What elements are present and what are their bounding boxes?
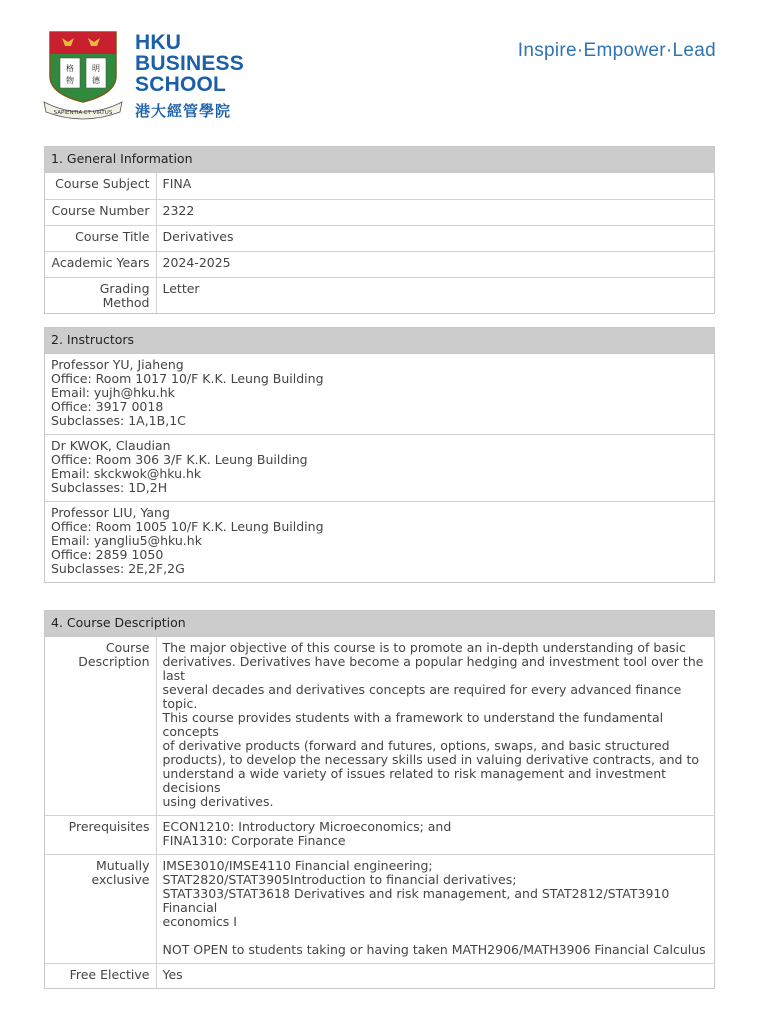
table-row — [45, 816, 714, 855]
page-header — [0, 0, 768, 130]
label-line: Description — [78, 654, 150, 669]
label-line: Mutually — [95, 858, 150, 873]
mutually-exclusive-text — [156, 855, 714, 964]
text-line: using derivatives. — [162, 794, 274, 809]
field-value: 2024-2025 — [156, 251, 714, 277]
text-line: FINA1310: Corporate Finance — [162, 833, 346, 848]
instructor-email: Email: yujh@hku.hk — [51, 385, 175, 400]
spacer — [163, 929, 709, 943]
field-label — [45, 855, 156, 964]
field-value: Letter — [156, 277, 714, 313]
svg-text:明: 明 — [92, 64, 100, 73]
instructor-phone: Office: 3917 0018 — [51, 399, 164, 414]
course-description-text — [156, 637, 714, 816]
section-title: 2. Instructors — [45, 328, 714, 354]
table-row — [45, 277, 714, 313]
brand-line-2: BUSINESS — [135, 52, 244, 75]
text-line: IMSE3010/IMSE4110 Financial engineering; — [162, 858, 433, 873]
table-row — [45, 225, 714, 251]
label-line: Course — [105, 640, 150, 655]
brand-line-3: SCHOOL — [135, 73, 227, 96]
brand-line-1: HKU — [135, 31, 182, 54]
text-line: This course provides students with a framework to understand the fundamental concepts — [162, 710, 664, 739]
text-line: derivatives. Derivatives have become a popular hedging and investment tool over the last — [162, 654, 704, 683]
text-line: STAT3303/STAT3618 Derivatives and risk management, and STAT2812/STAT3910 Financial — [162, 886, 670, 915]
instructor-name: Dr KWOK, Claudian — [51, 438, 171, 453]
section-title: 4. Course Description — [45, 611, 714, 637]
instructor-office: Office: Room 306 3/F K.K. Leung Building — [51, 452, 308, 467]
general-info-table — [45, 173, 714, 313]
prerequisites-text — [156, 816, 714, 855]
table-row — [45, 251, 714, 277]
svg-text:德: 德 — [92, 76, 100, 85]
field-label: Course Subject — [45, 173, 156, 199]
text-line: several decades and derivatives concepts are required for every advanced finance topic. — [162, 682, 682, 711]
course-description-section — [44, 610, 715, 989]
instructor-subclasses: Subclasses: 1A,1B,1C — [51, 413, 186, 428]
text-line: The major objective of this course is to promote an in-depth understanding of basic — [162, 640, 686, 655]
field-label: Free Elective — [45, 964, 156, 989]
text-line: of derivative products (forward and futures, options, swaps, and basic structured — [162, 738, 670, 753]
free-elective-value: Yes — [156, 964, 714, 989]
table-row — [45, 637, 714, 816]
instructor-email: Email: yangliu5@hku.hk — [51, 533, 202, 548]
svg-text:格: 格 — [66, 64, 74, 73]
section-title: 1. General Information — [45, 147, 714, 173]
field-label: Course Title — [45, 225, 156, 251]
instructor-card — [45, 434, 714, 501]
instructor-name: Professor LIU, Yang — [51, 505, 170, 520]
svg-text:SAPIENTIA ET VIRTUS: SAPIENTIA ET VIRTUS — [53, 110, 113, 116]
instructor-phone: Office: 2859 1050 — [51, 547, 164, 562]
instructor-subclasses: Subclasses: 1D,2H — [51, 480, 168, 495]
instructor-name: Professor YU, Jiaheng — [51, 357, 184, 372]
brand-wordmark — [135, 32, 244, 121]
table-row — [45, 199, 714, 225]
brand-chinese-name: 港大經管學院 — [135, 102, 232, 120]
table-row — [45, 855, 714, 964]
instructor-card — [45, 501, 714, 582]
instructors-section — [44, 327, 715, 583]
instructor-card — [45, 354, 714, 434]
text-line: STAT2820/STAT3905Introduction to financial derivatives; — [162, 872, 517, 887]
field-label: Prerequisites — [45, 816, 156, 855]
field-value: 2322 — [156, 199, 714, 225]
field-label: Academic Years — [45, 251, 156, 277]
instructor-office: Office: Room 1005 10/F K.K. Leung Building — [51, 519, 324, 534]
course-description-table — [45, 637, 714, 988]
field-label — [45, 637, 156, 816]
instructor-list — [45, 354, 714, 582]
general-information-section — [44, 146, 715, 314]
text-line: NOT OPEN to students taking or having taken MATH2906/MATH3906 Financial Calculus — [162, 942, 706, 957]
label-line: exclusive — [91, 872, 150, 887]
instructor-subclasses: Subclasses: 2E,2F,2G — [51, 561, 185, 576]
svg-text:物: 物 — [66, 76, 74, 85]
text-line: products), to develop the necessary skills used in valuing derivative contracts, and to — [162, 752, 699, 767]
text-line: economics I — [162, 914, 237, 929]
table-row — [45, 173, 714, 199]
instructor-office: Office: Room 1017 10/F K.K. Leung Building — [51, 371, 324, 386]
tagline: Inspire·Empower·Lead — [517, 40, 716, 61]
field-label: Course Number — [45, 199, 156, 225]
text-line: understand a wide variety of issues related to risk management and investment decisions — [162, 766, 667, 795]
field-value: FINA — [162, 176, 192, 191]
instructor-email: Email: skckwok@hku.hk — [51, 466, 202, 481]
table-row — [45, 964, 714, 989]
field-label: Grading Method — [45, 277, 156, 313]
hku-crest-logo — [42, 30, 124, 120]
field-value: Derivatives — [156, 225, 714, 251]
text-line: ECON1210: Introductory Microeconomics; and — [162, 819, 452, 834]
